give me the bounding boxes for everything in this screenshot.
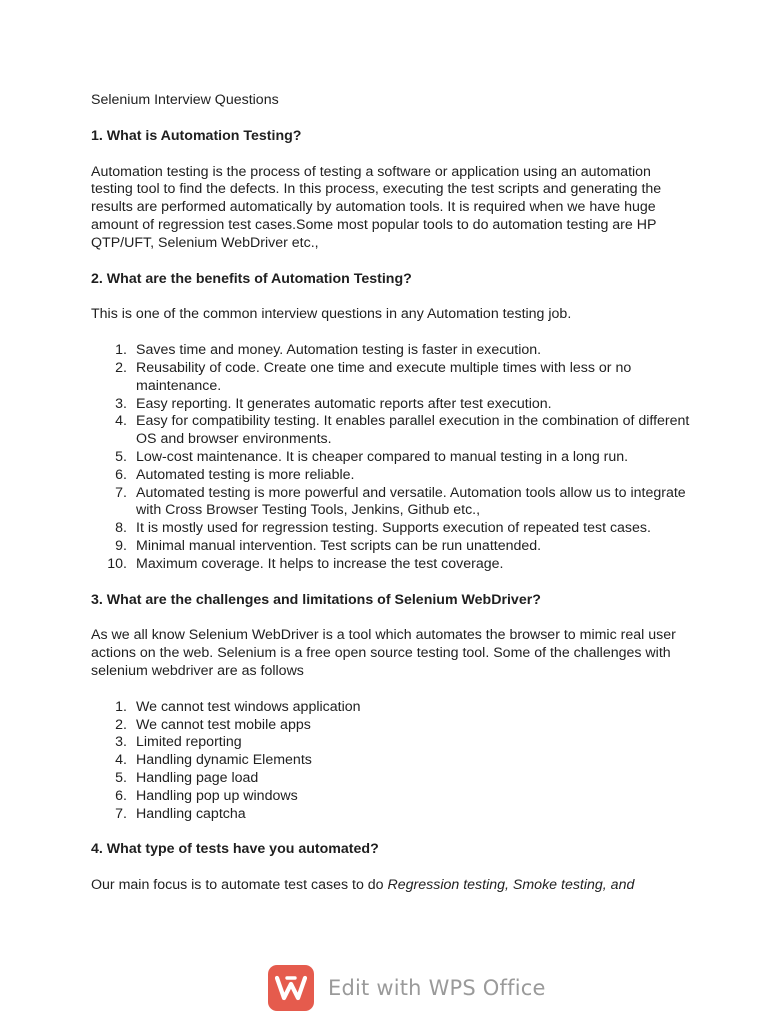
list-item: 9. Minimal manual intervention. Test scripts can be run unattended. bbox=[115, 537, 542, 554]
list-item: 2. Reusability of code. Create one time and execute multiple times with less or no maintenance. bbox=[115, 359, 632, 394]
list-item: 3. Easy reporting. It generates automatic reports after test execution. bbox=[115, 395, 552, 412]
list-item: 8. It is mostly used for regression testing. Supports execution of repeated test cases. bbox=[115, 520, 651, 537]
question-4-answer: Our main focus is to automate test cases to do Regression testing, Smoke testing, and bbox=[91, 877, 635, 894]
question-3-intro: As we all know Selenium WebDriver is a tool which automates the browser to mimic real user actions on the web. Selenium is a free open source testing tool. Some of the challenges with selenium webdriver are as follows bbox=[91, 627, 676, 679]
question-3-heading: 3. What are the challenges and limitations of Selenium WebDriver? bbox=[91, 591, 541, 608]
list-item: 6. Handling pop up windows bbox=[115, 787, 298, 804]
edit-with-wps-label: Edit with WPS Office bbox=[328, 976, 546, 1000]
list-item: 5. Low-cost maintenance. It is cheaper compared to manual testing in a long run. bbox=[115, 448, 629, 465]
edit-with-wps-banner[interactable] bbox=[268, 964, 546, 1012]
list-item: 5. Handling page load bbox=[115, 769, 259, 786]
list-item: 3. Limited reporting bbox=[115, 734, 242, 751]
list-item: 4. Handling dynamic Elements bbox=[115, 752, 312, 769]
benefits-list bbox=[91, 342, 691, 573]
list-item: 10. Maximum coverage. It helps to increase the test coverage. bbox=[107, 555, 504, 572]
document-title: Selenium Interview Questions bbox=[91, 92, 279, 108]
question-4-heading: 4. What type of tests have you automated? bbox=[91, 841, 379, 858]
question-2-intro: This is one of the common interview questions in any Automation testing job. bbox=[91, 306, 572, 323]
challenges-list bbox=[91, 699, 691, 824]
list-item: 1. Saves time and money. Automation testing is faster in execution. bbox=[115, 342, 542, 359]
document-body bbox=[91, 92, 691, 895]
list-item: 6. Automated testing is more reliable. bbox=[115, 466, 355, 483]
list-item: 7. Handling captcha bbox=[115, 805, 246, 822]
list-item: 2. We cannot test mobile apps bbox=[115, 716, 311, 733]
question-1-answer: Automation testing is the process of testing a software or application using an automation testing tool to find the defects. In this process, executing the test scripts and generating the results are performed automatically by automation tools. It is required when we have huge amount of regression test cases.Some most popular tools to do automation testing are HP QTP/UFT, Selenium WebDriver etc., bbox=[91, 163, 662, 251]
question-1-heading: 1. What is Automation Testing? bbox=[91, 127, 302, 144]
wps-logo-icon bbox=[268, 965, 314, 1011]
list-item: 7. Automated testing is more powerful and versatile. Automation tools allow us to integrate with Cross Browser Testing Tools, Jenkins, Github etc., bbox=[115, 484, 686, 519]
list-item: 1. We cannot test windows application bbox=[115, 698, 361, 715]
question-2-heading: 2. What are the benefits of Automation Testing? bbox=[91, 270, 412, 287]
list-item: 4. Easy for compatibility testing. It enables parallel execution in the combination of different OS and browser environments. bbox=[115, 413, 690, 448]
